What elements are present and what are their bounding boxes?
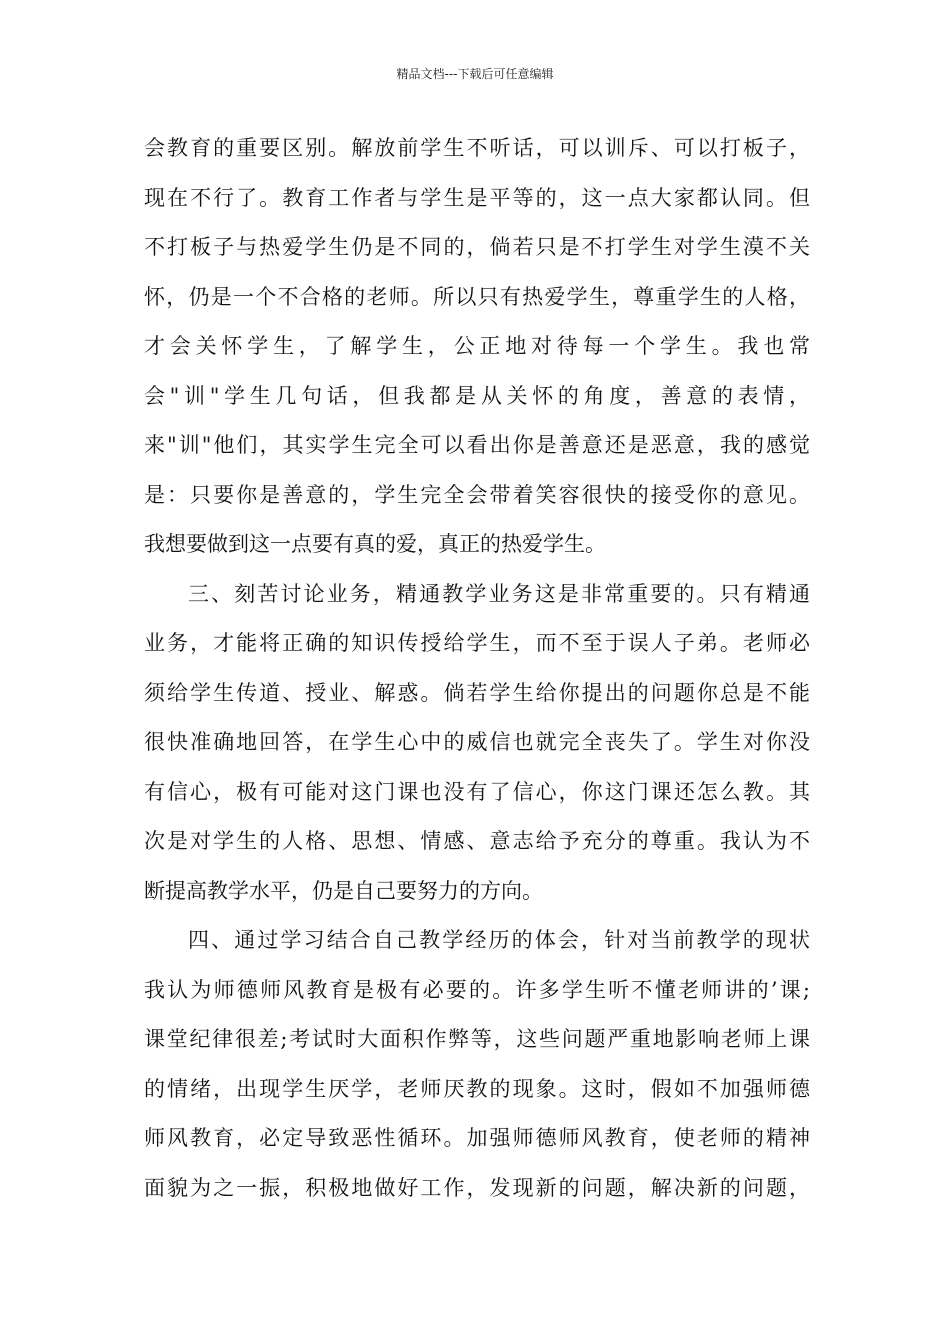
text-line: 很快准确地回答，在学生心中的威信也就完全丧失了。学生对你没	[144, 730, 810, 754]
text-line: 不打板子与热爱学生仍是不同的，倘若只是不打学生对学生漠不关	[144, 235, 810, 259]
text-line: 是：只要你是善意的，学生完全会带着笑容很快的接受你的意见。	[144, 482, 810, 507]
paragraph-end-line: 断提高教学水平，仍是自己要努力的方向。	[144, 878, 543, 903]
text-line: 的情绪，出现学生厌学，老师厌教的现象。这时，假如不加强师德	[144, 1076, 810, 1101]
text-line: 次是对学生的人格、思想、情感、意志给予充分的尊重。我认为不	[144, 829, 810, 853]
text-line: 面貌为之一振，积极地做好工作，发现新的问题，解决新的问题，	[144, 1175, 810, 1200]
text-line: 师风教育，必定导致恶性循环。加强师德师风教育，使老师的精神	[144, 1126, 810, 1150]
text-line: 怀，仍是一个不合格的老师。所以只有热爱学生，尊重学生的人格，	[144, 284, 810, 309]
text-line: 来"训"他们，其实学生完全可以看出你是善意还是恶意，我的感觉	[144, 433, 810, 457]
paragraph-end-line: 我想要做到这一点要有真的爱，真正的热爱学生。	[144, 532, 606, 556]
text-line: 课堂纪律很差;考试时大面积作弊等，这些问题严重地影响老师上课	[144, 1027, 810, 1051]
text-line: 有信心，极有可能对这门课也没有了信心，你这门课还怎么教。其	[144, 779, 810, 804]
page-header: 精品文档---下载后可任意编辑	[396, 67, 554, 81]
text-line: 须给学生传道、授业、解惑。倘若学生给你提出的问题你总是不能	[144, 680, 810, 705]
body-text	[144, 124, 810, 1213]
text-line: 现在不行了。教育工作者与学生是平等的，这一点大家都认同。但	[144, 185, 810, 210]
text-line: 业务，才能将正确的知识传授给学生，而不至于误人子弟。老师必	[144, 631, 810, 655]
paragraph-start-line: 三、刻苦讨论业务，精通教学业务这是非常重要的。只有精通	[188, 581, 810, 606]
text-line: 才会关怀学生，了解学生，公正地对待每一个学生。我也常	[144, 334, 810, 358]
paragraph-start-line: 四、通过学习结合自己教学经历的体会，针对当前教学的现状	[188, 928, 810, 952]
text-line: 我认为师德师风教育是极有必要的。许多学生听不懂老师讲的’课;	[144, 977, 810, 1002]
text-line: 会"训"学生几句话，但我都是从关怀的角度，善意的表情，	[144, 383, 810, 408]
text-line: 会教育的重要区别。解放前学生不听话，可以训斥、可以打板子，	[144, 136, 810, 160]
